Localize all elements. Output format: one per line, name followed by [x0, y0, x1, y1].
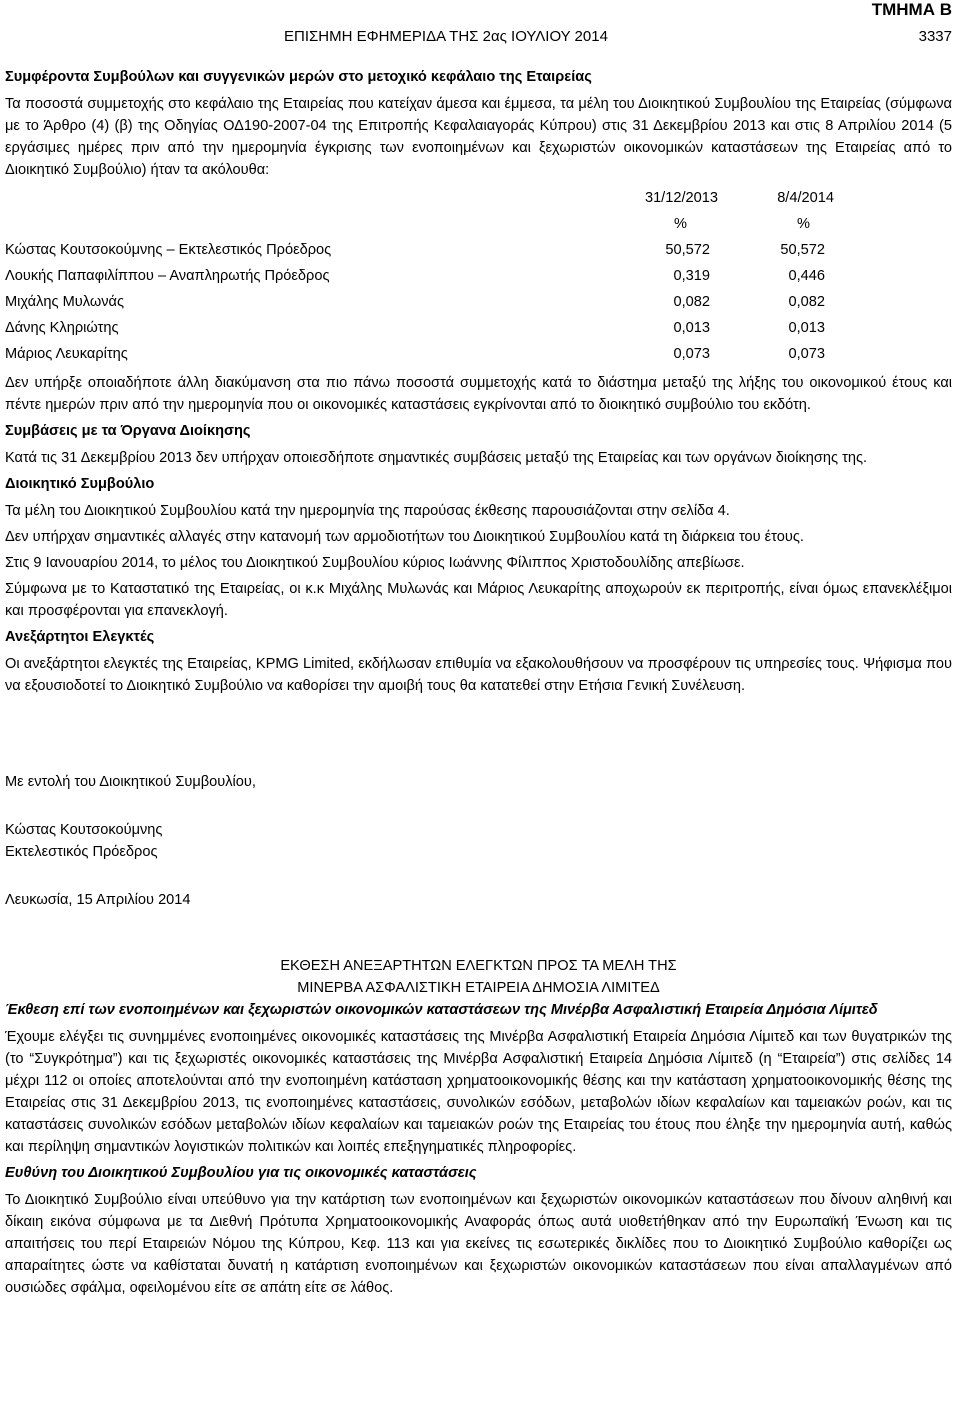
spacer — [5, 793, 952, 819]
section-label: ΤΜΗΜΑ Β — [871, 0, 952, 19]
report-title-line-2: ΜΙΝΕΡΒΑ ΑΣΦΑΛΙΣΤΙΚΗ ΕΤΑΙΡΕΙΑ ΔΗΜΟΣΙΑ ΛΙΜΙΤΕΔ — [297, 980, 660, 996]
report-paragraph: Έχουμε ελέγξει τις συνημμένες ενοποιημένες οικονομικές καταστάσεις της Μινέρβα Ασφαλιστική Εταιρεία Δημόσια Λίμιτεδ και των θυγατρικών της (το “Συγκρότημα”) και τις ξεχωριστές οικονομικές καταστάσεις της Μινέρβα Ασφαλιστική Εταιρεία Δημόσια Λίμιτεδ (η “Εταιρεία”) στις σελίδες 14 μέχρι 112 οι οποίες αποτελούνται από την ενοποιημένη κατάσταση χρηματοοικονομικής θέσης και την κατάσταση χρηματοοικονομικής θέσης της Εταιρείας στις 31 Δεκεμβρίου 2013, τις ενοποιημένες καταστάσεις, συνολικών εσόδων, μεταβολών ιδίων κεφαλαίων και ταμειακών ροών, και τις καταστάσεις συνολικών εσόδων μεταβολών ιδίων κεφαλαίων και ταμειακών ροών της Εταιρείας του έτους που έληξε την ημερομηνία αυτή, καθώς και περίληψη σημαντικών λογιστικών πολιτικών και λοιπές επεξηγηματικές πληροφορίες. — [5, 1029, 952, 1155]
value-2014: 0,013 — [788, 320, 825, 336]
table-units-row — [5, 211, 952, 237]
value-2013: 0,319 — [673, 268, 710, 284]
value-2014: 0,073 — [788, 346, 825, 362]
by-order-line: Με εντολή του Διοικητικού Συμβουλίου, — [5, 774, 256, 790]
spacer — [5, 701, 952, 745]
table-row — [5, 289, 952, 315]
value-2014: 0,446 — [788, 268, 825, 284]
board-paragraph-1: Τα μέλη του Διοικητικού Συμβουλίου κατά την ημερομηνία της παρούσας έκθεσης παρουσιάζονται στην σελίδα 4. — [5, 503, 730, 519]
value-2013: 0,073 — [673, 346, 710, 362]
signatory-name: Κώστας Κουτσοκούμνης — [5, 822, 163, 838]
column-header-2013: 31/12/2013 — [644, 190, 718, 206]
table-header-row — [5, 185, 952, 211]
spacer — [5, 863, 952, 889]
board-paragraph-4: Σύμφωνα με το Καταστατικό της Εταιρείας, οι κ.κ Μιχάλης Μυλωνάς και Μάριος Λευκαρίτης αποχωρούν εκ περιτροπής, είναι όμως επανεκλέξιμοι και προσφέρονται για επανεκλογή. — [5, 581, 952, 619]
table-row — [5, 341, 952, 367]
signatory-title: Εκτελεστικός Πρόεδρος — [5, 844, 158, 860]
table-row — [5, 263, 952, 289]
board-paragraph-2: Δεν υπήρχαν σημαντικές αλλαγές στην κατανομή των αρμοδιοτήτων του Διοικητικού Συμβουλίου κατά τη διάρκεια του έτους. — [5, 529, 804, 545]
director-name: Μιχάλης Μυλωνάς — [5, 294, 124, 310]
page-number: 3337 — [918, 28, 952, 45]
board-paragraph-3: Στις 9 Ιανουαρίου 2014, το μέλος του Διοικητικού Συμβουλίου κύριος Ιωάννης Φίλιππος Χριστοδουλίδης απεβίωσε. — [5, 555, 745, 571]
board-heading: Διοικητικό Συμβούλιο — [5, 476, 155, 492]
value-2014: 50,572 — [780, 242, 825, 258]
responsibility-paragraph: Το Διοικητικό Συμβούλιο είναι υπεύθυνο για την κατάρτιση των ενοποιημένων και ξεχωριστών οικονομικών καταστάσεων που δίνουν αληθινή και δίκαιη εικόνα σύμφωνα με τα Διεθνή Πρότυπα Χρηματοοικονομικής Αναφοράς όπως αυτά υιοθετήθηκαν από την Ευρωπαϊκή Ένωση και τις απαιτήσεις του περί Εταιρειών Νόμου της Κύπρου, Κεφ. 113 και για εκείνες τις εσωτερικές δικλίδες που το Διοικητικό Συμβούλιο καθορίζει ως απαραίτητες ώστε να καθίσταται δυνατή η κατάρτιση ενοποιημένων και ξεχωριστών οικονομικών καταστάσεων που είναι απαλλαγμένων από ουσιώδες σφάλμα, οφειλομένου είτε σε απάτη είτε σε λάθος. — [5, 1192, 952, 1296]
column-header-2014: 8/4/2014 — [777, 190, 834, 206]
unit-2014: % — [797, 216, 810, 232]
interests-heading: Συμφέροντα Συμβούλων και συγγενικών μερών στο μετοχικό κεφάλαιο της Εταιρείας — [5, 69, 592, 85]
spacer — [5, 745, 952, 771]
director-name: Λουκής Παπαφιλίππου – Αναπληρωτής Πρόεδρος — [5, 268, 330, 284]
report-subheading: Έκθεση επί των ενοποιημένων και ξεχωριστών οικονομικών καταστάσεων της Μινέρβα Ασφαλιστική Εταιρεία Δημόσια Λίμιτεδ — [5, 1002, 878, 1018]
spacer — [5, 911, 952, 955]
shareholding-table — [5, 185, 952, 367]
auditors-heading: Ανεξάρτητοι Ελεγκτές — [5, 629, 155, 645]
value-2013: 0,013 — [673, 320, 710, 336]
table-row — [5, 237, 952, 263]
interests-note: Δεν υπήρξε οποιαδήποτε άλλη διακύμανση στα πιο πάνω ποσοστά συμμετοχής κατά το διάστημα μεταξύ της λήξης του οικονομικού έτους και πέντε ημερών πριν από την ημερομηνία που οι οικονομικές καταστάσεις εγκρίνονται από το διοικητικό συμβούλιο του εκδότη. — [5, 375, 952, 413]
table-row — [5, 315, 952, 341]
place-date: Λευκωσία, 15 Απριλίου 2014 — [5, 892, 191, 908]
value-2013: 50,572 — [665, 242, 710, 258]
unit-2013: % — [674, 216, 687, 232]
value-2013: 0,082 — [673, 294, 710, 310]
director-name: Κώστας Κουτσοκούμνης – Εκτελεστικός Πρόεδρος — [5, 242, 332, 258]
interests-paragraph: Τα ποσοστά συμμετοχής στο κεφάλαιο της Εταιρείας που κατείχαν άμεσα και έμμεσα, τα μέλη του Διοικητικού Συμβουλίου της Εταιρείας (σύμφωνα με το Άρθρο (4) (β) της Οδηγίας ΟΔ190-2007-04 της Επιτροπής Κεφαλαιαγοράς Κύπρου) στις 31 Δεκεμβρίου 2013 και στις 8 Απριλίου 2014 (5 εργάσιμες ημέρες πριν από την ημερομηνία έγκρισης των ενοποιημένων και ξεχωριστών οικονομικών καταστάσεων της Εταιρείας από το Διοικητικό Συμβούλιο) ήταν τα ακόλουθα: — [5, 96, 952, 178]
running-title: ΕΠΙΣΗΜΗ ΕΦΗΜΕΡΙΔΑ ΤΗΣ 2ας ΙΟΥΛΙΟΥ 2014 — [284, 28, 608, 45]
value-2014: 0,082 — [788, 294, 825, 310]
contracts-heading: Συμβάσεις με τα Όργανα Διοίκησης — [5, 423, 251, 439]
report-title-line-1: ΕΚΘΕΣΗ ΑΝΕΞΑΡΤΗΤΩΝ ΕΛΕΓΚΤΩΝ ΠΡΟΣ ΤΑ ΜΕΛΗ ΤΗΣ — [280, 958, 677, 974]
auditors-paragraph: Οι ανεξάρτητοι ελεγκτές της Εταιρείας, KPMG Limited, εκδήλωσαν επιθυμία να εξακολουθήσουν να προσφέρουν τις υπηρεσίες τους. Ψήφισμα που να εξουσιοδοτεί το Διοικητικό Συμβούλιο να καθορίσει την αμοιβή τους θα κατατεθεί στην Ετήσια Γενική Συνέλευση. — [5, 656, 952, 694]
director-name: Μάριος Λευκαρίτης — [5, 346, 128, 362]
page-body — [5, 66, 952, 1303]
responsibility-heading: Ευθύνη του Διοικητικού Συμβουλίου για τις οικονομικές καταστάσεις — [5, 1165, 477, 1181]
director-name: Δάνης Κληριώτης — [5, 320, 119, 336]
contracts-paragraph: Κατά τις 31 Δεκεμβρίου 2013 δεν υπήρχαν οποιεσδήποτε σημαντικές συμβάσεις μεταξύ της Εταιρείας και των οργάνων διοίκησης της. — [5, 450, 868, 466]
